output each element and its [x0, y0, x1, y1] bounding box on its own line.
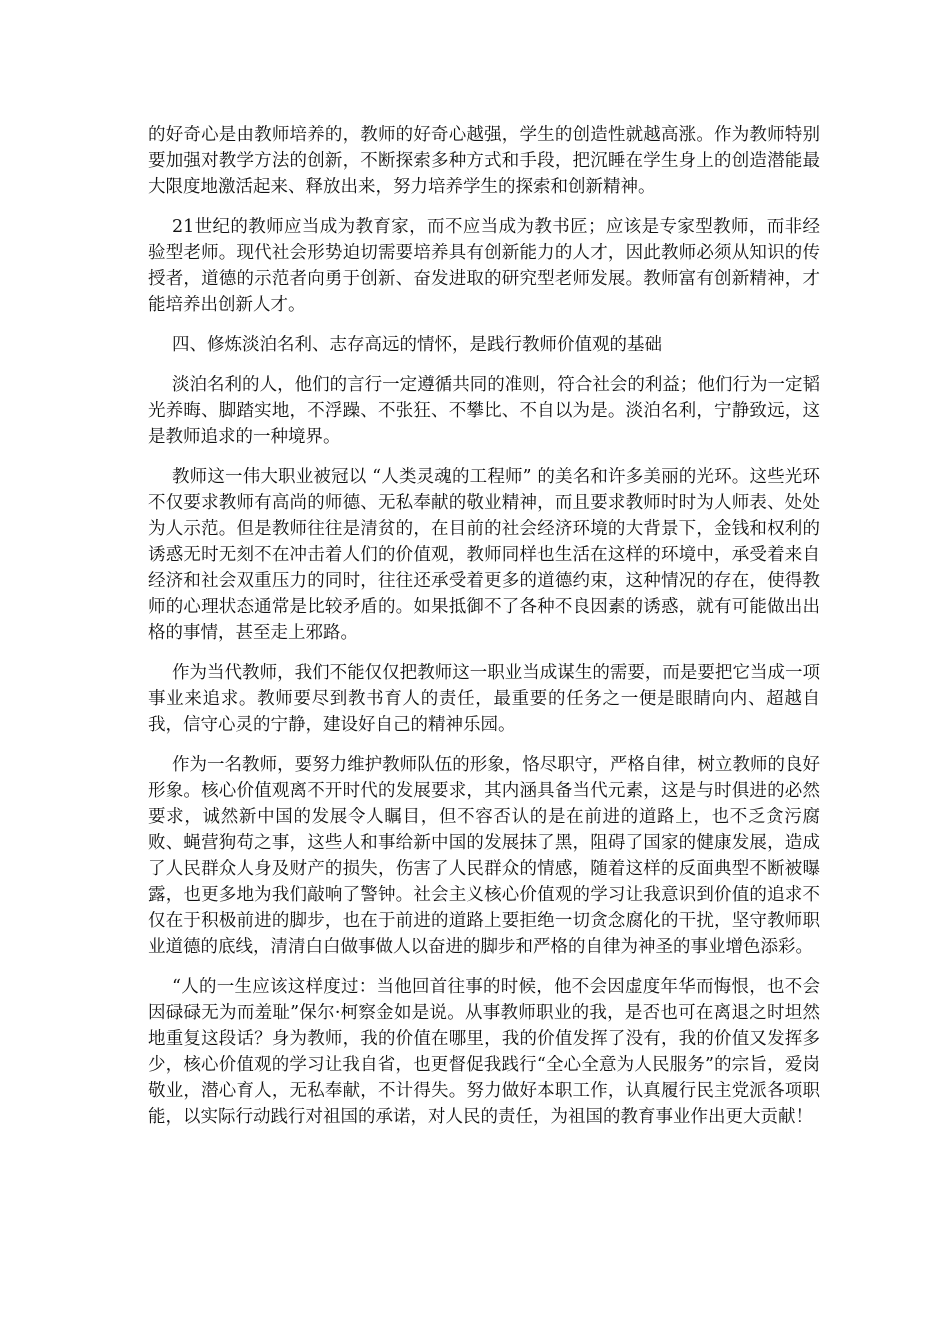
section-heading-4: 四、修炼淡泊名利、志存高远的情怀，是践行教师价值观的基础 — [172, 335, 662, 355]
paragraph-5: 作为当代教师，我们不能仅仅把教师这一职业当成谋生的需要，而是要把它当成一项事业来追求。教师要尽到教书育人的责任，最重要的任务之一便是眼睛向内、超越自我，信守心灵的宁静，建设好自己的精神乐园。 — [148, 663, 820, 735]
document-body — [148, 122, 820, 1144]
paragraph-2: 21世纪的教师应当成为教育家，而不应当成为教书匠；应该是专家型教师，而非经验型老师。现代社会形势迫切需要培养具有创新能力的人才，因此教师必须从知识的传授者，道德的示范者向勇于创新、奋发进取的研究型老师发展。教师富有创新精神，才能培养出创新人才。 — [148, 217, 820, 315]
paragraph-7: “人的一生应该这样度过：当他回首往事的时候，他不会因虚度年华而悔恨，也不会因碌碌无为而羞耻”保尔·柯察金如是说。从事教师职业的我，是否也可在离退之时坦然地重复这段话？身为教师，我的价值在哪里，我的价值发挥了没有，我的价值又发挥多少，核心价值观的学习让我自省，也更督促我践行“全心全意为人民服务”的宗旨，爱岗敬业，潜心育人，无私奉献，不计得失。努力做好本职工作，认真履行民主党派各项职能，以实际行动践行对祖国的承诺，对人民的责任，为祖国的教育事业作出更大贡献！ — [148, 977, 820, 1127]
paragraph-1: 的好奇心是由教师培养的，教师的好奇心越强，学生的创造性就越高涨。作为教师特别要加强对教学方法的创新，不断探索多种方式和手段，把沉睡在学生身上的创造潜能最大限度地激活起来、释放出来，努力培养学生的探索和创新精神。 — [148, 125, 820, 197]
paragraph-6: 作为一名教师，要努力维护教师队伍的形象，恪尽职守，严格自律，树立教师的良好形象。核心价值观离不开时代的发展要求，其内涵具备当代元素，这是与时俱进的必然要求，诚然新中国的发展令人瞩目，但不容否认的是在前进的道路上，也不乏贪污腐败、蝇营狗苟之事，这些人和事给新中国的发展抹了黑，阻碍了国家的健康发展，造成了人民群众人身及财产的损失，伤害了人民群众的情感，随着这样的反面典型不断被曝露，也更多地为我们敲响了警钟。社会主义核心价值观的学习让我意识到价值的追求不仅在于积极前进的脚步，也在于前进的道路上要拒绝一切贪念腐化的干扰，坚守教师职业道德的底线，清清白白做事做人以奋进的脚步和严格的自律为神圣的事业增色添彩。 — [148, 755, 820, 957]
paragraph-3: 淡泊名利的人，他们的言行一定遵循共同的准则，符合社会的利益；他们行为一定韬光养晦、脚踏实地，不浮躁、不张狂、不攀比、不自以为是。淡泊名利，宁静致远，这是教师追求的一种境界。 — [148, 375, 820, 447]
paragraph-4: 教师这一伟大职业被冠以 “人类灵魂的工程师” 的美名和许多美丽的光环。这些光环不仅要求教师有高尚的师德、无私奉献的敬业精神，而且要求教师时时为人师表、处处为人示范。但是教师往往是清贫的，在目前的社会经济环境的大背景下，金钱和权利的诱惑无时无刻不在冲击着人们的价值观，教师同样也生活在这样的环境中，承受着来自经济和社会双重压力的同时，往往还承受着更多的道德约束，这种情况的存在，使得教师的心理状态通常是比较矛盾的。如果抵御不了各种不良因素的诱惑，就有可能做出出格的事情，甚至走上邪路。 — [148, 467, 820, 643]
